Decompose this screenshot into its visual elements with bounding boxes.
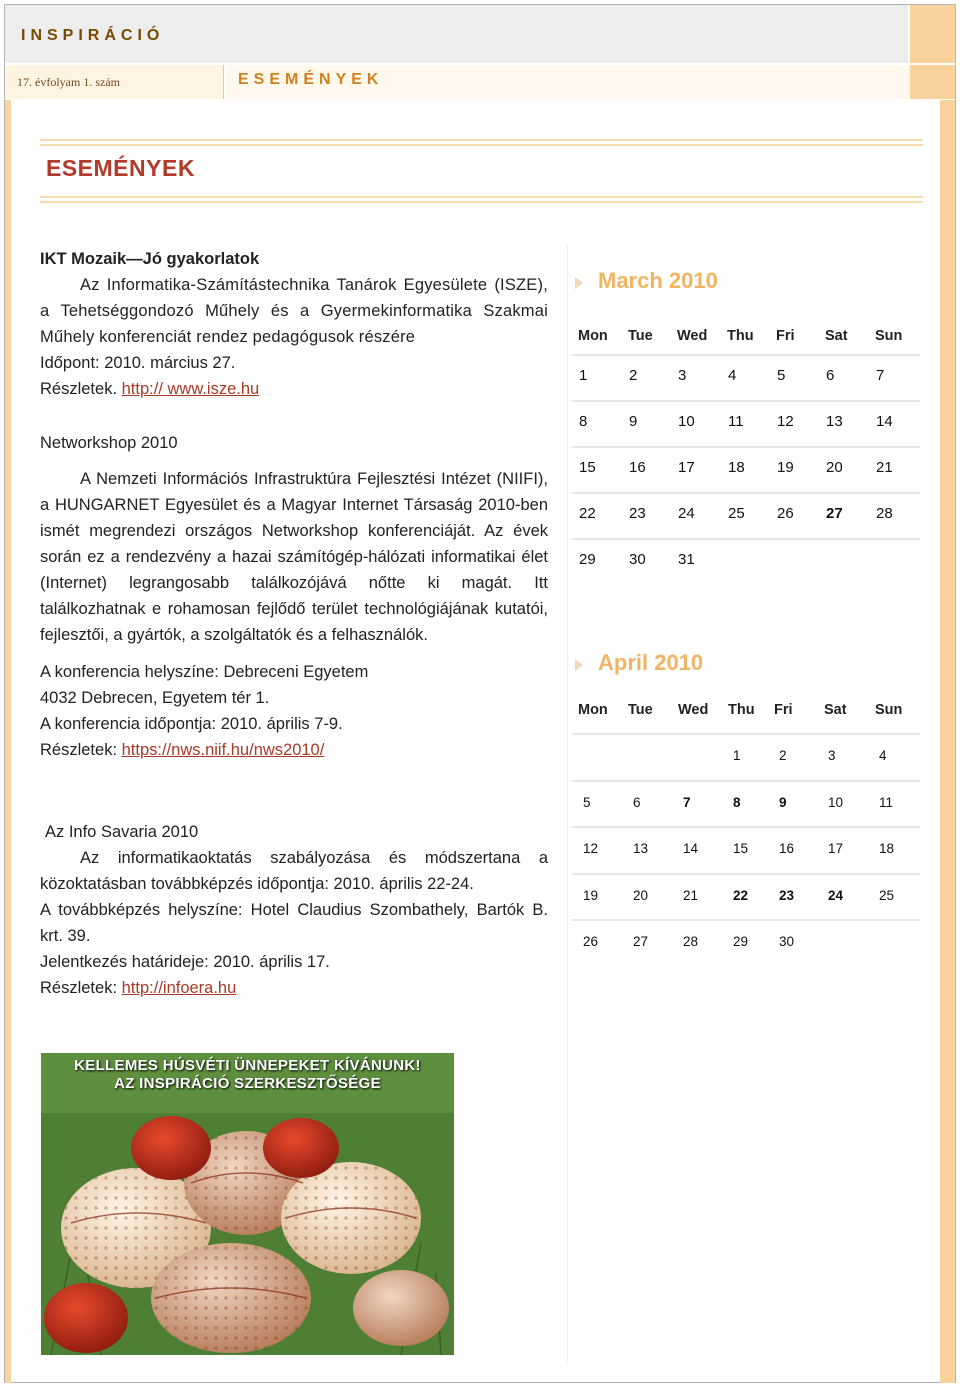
calendar-day[interactable]: 1 <box>579 367 588 384</box>
calendar-day[interactable]: 3 <box>828 748 836 763</box>
calendar-day[interactable]: 30 <box>779 934 795 949</box>
calendar-day[interactable]: 4 <box>879 748 887 763</box>
title-rule-top-2 <box>40 144 923 146</box>
page-title: ESEMÉNYEK <box>46 155 195 181</box>
calendar-day[interactable]: 6 <box>826 367 835 384</box>
calendar-day[interactable]: 2 <box>779 748 787 763</box>
calendar-day[interactable]: 6 <box>633 794 641 810</box>
calendar-day[interactable]: 22 <box>733 887 749 903</box>
title-rule-bottom <box>40 196 923 198</box>
calendar-day[interactable]: 11 <box>879 794 894 810</box>
calendar-day[interactable]: 24 <box>828 887 844 903</box>
details-link[interactable]: http://infoera.hu <box>121 979 237 997</box>
calendar-day[interactable]: 10 <box>828 794 844 810</box>
calendar-day[interactable]: 26 <box>777 505 794 522</box>
event-description: A Nemzeti Információs Infrastruktúra Fejlesztési Intézet (NIIFI), a HUNGARNET Egyesület és a Magyar Internet Társaság 2010-ben ismét megrendezi országos Networkshop konferenciáját. Az évek során ez a rendezvény a hazai számítógép-hálózati informatikai élet (Internet) legrangosabb találkozójává nőtte ki magát. Itt találkozhatnak e rohamosan fejlődő terület technológiájának kutatói, fejlesztői, a gyártók, a szolgáltatók és a felhasználók. <box>40 470 548 644</box>
event-title: Az Info Savaria 2010 <box>45 823 199 841</box>
calendar-day[interactable]: 8 <box>733 794 741 810</box>
calendar-day[interactable]: 4 <box>728 367 737 384</box>
calendar-day[interactable]: 17 <box>678 459 695 476</box>
calendar-day[interactable]: 30 <box>629 551 646 568</box>
calendar-day[interactable]: 13 <box>826 413 843 430</box>
calendar-day[interactable]: 21 <box>876 459 893 476</box>
easter-eggs-photo <box>41 1053 454 1355</box>
calendar-day[interactable]: 23 <box>629 505 646 522</box>
calendar-row-divider <box>572 446 920 448</box>
right-margin-bar <box>940 100 955 1383</box>
magazine-name: INSPIRÁCIÓ <box>21 27 165 44</box>
calendar-day[interactable]: 3 <box>678 367 687 384</box>
event-deadline: Jelentkezés határideje: 2010. április 17. <box>40 953 330 971</box>
calendar-row-divider <box>572 780 920 782</box>
calendar-day[interactable]: 1 <box>733 748 741 763</box>
left-margin-bar <box>5 100 11 1383</box>
weekday-label: Wed <box>677 328 708 344</box>
weekday-label: Sun <box>875 702 903 718</box>
event-details <box>40 376 548 402</box>
event-venue: A továbbképzés helyszíne: Hotel Claudius Szombathely, Bartók B. krt. 39. <box>40 901 548 945</box>
event-ikt-mozaik <box>40 246 548 402</box>
weekday-label: Wed <box>678 702 709 718</box>
calendar-title: March 2010 <box>598 268 718 293</box>
easter-eggs-illustration <box>41 1053 454 1355</box>
issue-label: 17. évfolyam 1. szám <box>17 75 120 89</box>
calendar-day[interactable]: 17 <box>828 841 844 856</box>
calendar-day[interactable]: 19 <box>583 887 599 903</box>
calendar-day[interactable]: 9 <box>779 794 787 810</box>
weekday-label: Sat <box>824 702 847 718</box>
column-divider <box>567 244 568 1362</box>
weekday-label: Thu <box>728 702 755 718</box>
calendar-day[interactable]: 16 <box>629 459 646 476</box>
details-label: Részletek. <box>40 380 118 398</box>
calendar-arrow-icon <box>575 277 583 289</box>
event-title: Networkshop 2010 <box>40 434 178 452</box>
calendar-day[interactable]: 14 <box>876 413 893 430</box>
event-info-savaria <box>40 819 548 1001</box>
issue-label-box <box>5 65 224 99</box>
calendar-day[interactable]: 14 <box>683 841 699 856</box>
event-venue: A konferencia helyszíne: Debreceni Egyetem <box>40 663 369 681</box>
calendar-day[interactable]: 8 <box>579 413 588 430</box>
event-description: Az Informatika-Számítástechnika Tanárok Egyesülete (ISZE), a Tehetséggondozó Műhely és a Gyermekinformatika Szakmai Műhely konferenciát rendez pedagógusok részére <box>40 276 548 346</box>
weekday-label: Tue <box>628 328 653 344</box>
event-details <box>40 737 548 763</box>
calendar-day[interactable]: 18 <box>728 459 745 476</box>
calendar-day[interactable]: 10 <box>678 413 695 430</box>
calendar-day[interactable]: 16 <box>779 841 795 856</box>
calendar-row-divider <box>572 538 920 540</box>
calendar-day[interactable]: 31 <box>678 551 695 568</box>
details-label: Részletek: <box>40 979 118 997</box>
calendar-day[interactable]: 18 <box>879 841 895 856</box>
event-title: IKT Mozaik—Jó gyakorlatok <box>40 250 260 268</box>
calendar-day[interactable]: 7 <box>683 794 691 810</box>
calendar-day[interactable]: 22 <box>579 505 596 522</box>
calendar-day[interactable]: 9 <box>629 413 638 430</box>
weekday-label: Sat <box>825 328 848 344</box>
calendar-day[interactable]: 28 <box>876 505 893 522</box>
event-date: Időpont: 2010. március 27. <box>40 354 236 372</box>
calendar-day[interactable]: 15 <box>579 459 596 476</box>
calendar-day[interactable]: 19 <box>777 459 794 476</box>
weekday-label: Fri <box>776 328 795 344</box>
title-rule-top <box>40 139 923 141</box>
calendar-row-divider <box>572 733 920 735</box>
weekday-label: Tue <box>628 702 653 718</box>
calendar-day[interactable]: 27 <box>826 505 843 522</box>
calendar-day[interactable]: 2 <box>629 367 638 384</box>
calendar-day[interactable]: 23 <box>779 887 795 903</box>
calendar-day[interactable]: 11 <box>728 413 744 430</box>
calendar-day[interactable]: 29 <box>579 551 596 568</box>
photo-caption-line1: KELLEMES HÚSVÉTI ÜNNEPEKET KÍVÁNUNK! <box>74 1057 421 1074</box>
details-label: Részletek: <box>40 741 118 759</box>
masthead <box>5 5 908 63</box>
section-label: ESEMÉNYEK <box>238 71 384 88</box>
calendar-title: April 2010 <box>598 650 704 675</box>
event-date: A konferencia időpontja: 2010. április 7-9. <box>40 715 343 733</box>
photo-caption-line2: AZ INSPIRÁCIÓ SZERKESZTŐSÉGE <box>114 1075 381 1092</box>
calendar-day[interactable]: 12 <box>583 841 599 856</box>
event-networkshop <box>40 430 548 763</box>
calendar-day[interactable]: 28 <box>683 934 699 949</box>
section-accent <box>910 65 955 99</box>
calendar-day[interactable]: 15 <box>733 841 749 856</box>
calendar-day[interactable]: 13 <box>633 841 649 856</box>
calendar-day[interactable]: 7 <box>876 367 885 384</box>
weekday-label: Mon <box>578 328 608 344</box>
calendar-day[interactable]: 26 <box>583 934 599 949</box>
calendar-day[interactable]: 5 <box>583 794 591 810</box>
section-label-box <box>226 65 910 99</box>
calendar-day[interactable]: 24 <box>678 505 695 522</box>
calendar-day[interactable]: 20 <box>826 459 843 476</box>
details-link[interactable]: http:// www.isze.hu <box>121 380 260 398</box>
calendar-day[interactable]: 29 <box>733 934 749 949</box>
masthead-accent <box>910 5 955 63</box>
weekday-label: Mon <box>578 702 608 718</box>
calendar-day[interactable]: 25 <box>728 505 745 522</box>
calendar-day[interactable]: 27 <box>633 934 649 949</box>
event-details <box>40 975 548 1001</box>
calendar-day[interactable]: 21 <box>683 887 699 903</box>
calendar-row-divider <box>572 826 920 828</box>
weekday-label: Fri <box>774 702 793 718</box>
details-link[interactable]: https://nws.niif.hu/nws2010/ <box>121 741 325 759</box>
calendar-row-divider <box>572 919 920 921</box>
calendar-row-divider <box>572 873 920 875</box>
calendar-day[interactable]: 12 <box>777 413 794 430</box>
calendar-row-divider <box>572 354 920 356</box>
calendar-arrow-icon <box>575 659 583 671</box>
title-rule-bottom-2 <box>40 201 923 203</box>
calendar-day[interactable]: 20 <box>633 887 649 903</box>
calendar-row-divider <box>572 400 920 402</box>
calendar-day[interactable]: 25 <box>879 887 895 903</box>
calendar-day[interactable]: 5 <box>777 367 786 384</box>
event-address: 4032 Debrecen, Egyetem tér 1. <box>40 689 270 707</box>
weekday-label: Sun <box>875 328 903 344</box>
calendar-row-divider <box>572 492 920 494</box>
event-description: Az informatikaoktatás szabályozása és módszertana a közoktatásban továbbképzés időpontja: 2010. április 22-24. <box>40 849 548 893</box>
weekday-label: Thu <box>727 328 754 344</box>
